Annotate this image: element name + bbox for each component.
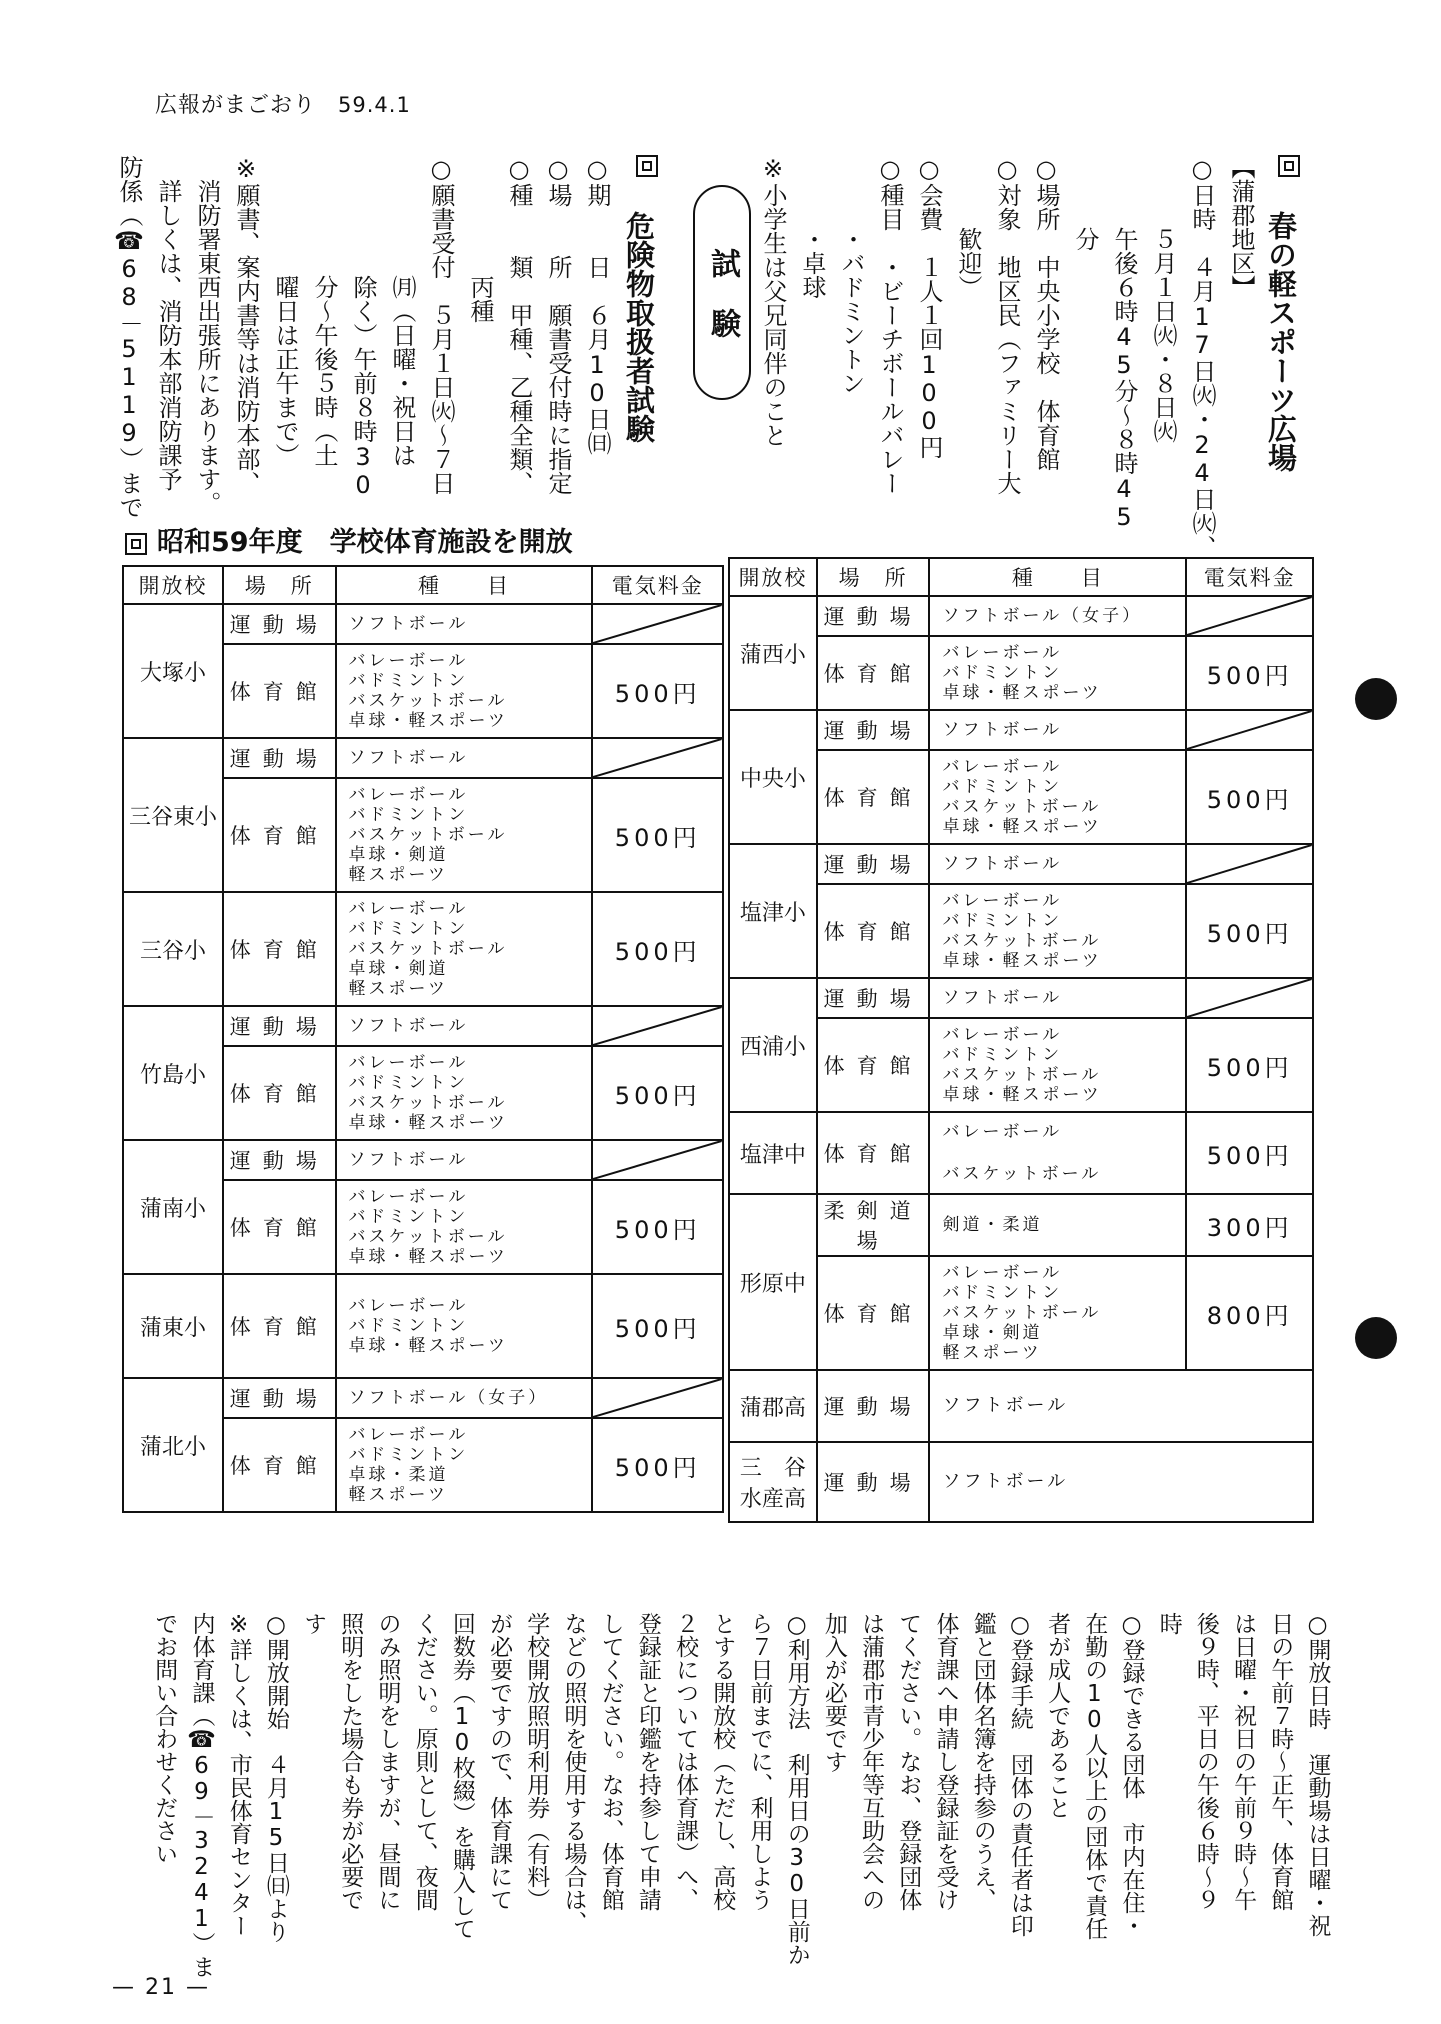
sports-list (929, 1112, 1186, 1194)
text-column: ○場 所 願書受付時に指定 (544, 155, 572, 495)
sports-list (336, 738, 593, 778)
sports-list (929, 596, 1186, 636)
sports-list (336, 644, 593, 738)
text-column: 内体育課（☎69－3241）ま (188, 1612, 215, 1978)
sport-item: バスケットボール (348, 691, 508, 711)
electricity-fee: 800円 (1186, 1256, 1313, 1370)
sports-list (929, 750, 1186, 844)
fee-not-applicable (1186, 844, 1313, 884)
sport-item: バスケットボール (942, 797, 1102, 817)
table-header: 場 所 (223, 566, 336, 604)
sport-item: バレーボール (348, 899, 469, 919)
text-column: のみ照明をしますが、昼間に (374, 1612, 401, 1911)
sport-item: ソフトボール（女子） (348, 1388, 549, 1408)
electricity-fee: 500円 (592, 892, 723, 1006)
text-column: 除く）午前８時30 (349, 155, 377, 499)
sport-item: バドミントン (942, 1045, 1063, 1065)
table-header: 電気料金 (1186, 558, 1313, 596)
text-column: ○利用方法 利用日の30日前か (783, 1612, 810, 1966)
facility-place: 体育館 (817, 1112, 930, 1194)
text-column: ○願書受付 ５月１日㈫～７日 (427, 155, 455, 495)
table-row (729, 1256, 1313, 1370)
sports-list (929, 1018, 1186, 1112)
electricity-fee: 500円 (592, 778, 723, 892)
sport-item: 軽スポーツ (942, 1343, 1042, 1363)
sport-item: ソフトボール (942, 720, 1063, 740)
sport-item: バドミントン (348, 1073, 469, 1093)
sport-item: バレーボール (348, 1053, 469, 1073)
sport-item: バスケットボール (348, 1227, 508, 1247)
sport-item: 卓球・軽スポーツ (348, 1247, 508, 1267)
text-column: ○開放開始 ４月15日㈰より (262, 1612, 289, 1943)
text-column: が必要ですので、体育課にて (486, 1612, 513, 1911)
fee-not-applicable (1186, 596, 1313, 636)
text-column: 体育課へ申請し登録証を受け (932, 1612, 959, 1911)
facility-place: 体育館 (223, 1046, 336, 1140)
sport-item: 剣道・柔道 (942, 1215, 1043, 1235)
sport-item: 卓球・剣道 (348, 845, 449, 865)
sports-list (336, 1274, 593, 1378)
facility-place: 体育館 (223, 892, 336, 1006)
sport-item: バレーボール (942, 1122, 1063, 1142)
text-column: 消防署東西出張所にあります。 (193, 155, 221, 515)
table-row (729, 978, 1313, 1018)
sports-list (336, 1006, 593, 1046)
table-row (729, 1112, 1313, 1194)
table-row (729, 710, 1313, 750)
electricity-fee: 500円 (1186, 636, 1313, 710)
facility-place: 運動場 (223, 1378, 336, 1418)
sport-item: バスケットボール (942, 1303, 1102, 1323)
school-name: 三谷小 (123, 892, 223, 1006)
facility-place: 運動場 (817, 1370, 930, 1442)
facility-table-left (122, 565, 724, 1513)
facility-place: 運動場 (817, 844, 930, 884)
facility-place: 体育館 (223, 1274, 336, 1378)
text-column: 照明をした場合も券が必要で (337, 1612, 364, 1911)
table-row (729, 1370, 1313, 1442)
facility-place: 体育館 (817, 636, 930, 710)
sports-list (336, 892, 593, 1006)
sports-list (336, 778, 593, 892)
text-column: 詳しくは、消防本部消防課予 (154, 155, 182, 491)
school-name: 蒲南小 (123, 1140, 223, 1274)
sports-list (336, 604, 593, 644)
sport-item: 卓球・軽スポーツ (942, 683, 1102, 703)
sport-item: バスケットボール (942, 931, 1102, 951)
sport-item: バスケットボール (942, 1164, 1102, 1184)
sport-item: バドミントン (942, 1283, 1063, 1303)
text-column: 回数券（10枚綴）を購入して (448, 1612, 475, 1940)
sports-list (929, 636, 1186, 710)
sport-item: バドミントン (942, 911, 1063, 931)
text-column: 午後６時45分～８時45 (1110, 155, 1138, 531)
sports-list (929, 844, 1186, 884)
text-column: ・卓球 (798, 155, 826, 299)
electricity-fee: 500円 (592, 1180, 723, 1274)
text-column: ○登録できる団体 市内在住・ (1118, 1612, 1145, 1937)
electricity-fee: 500円 (592, 1046, 723, 1140)
facility-place: 体育館 (223, 644, 336, 738)
electricity-fee: 500円 (592, 644, 723, 738)
electricity-fee: 500円 (592, 1274, 723, 1378)
sport-item: ソフトボール（女子） (942, 606, 1143, 626)
sport-item: バスケットボール (348, 1093, 508, 1113)
sports-list (929, 884, 1186, 978)
text-column: 学校開放照明利用券（有料） (523, 1612, 550, 1911)
sports-list (929, 1256, 1186, 1370)
text-column: ※願書、案内書等は消防本部、 (232, 155, 260, 495)
electricity-fee: 500円 (1186, 1112, 1313, 1194)
sport-item: ソフトボール (942, 854, 1063, 874)
text-column: 時 (1155, 1612, 1182, 1635)
text-column: などの照明を使用する場合は、 (560, 1612, 587, 1934)
sport-item: 卓球・剣道 (942, 1323, 1043, 1343)
exam-category-label: 試 験 (693, 185, 751, 400)
text-column: とする開放校（ただし、高校 (709, 1612, 736, 1911)
sport-item: 軽スポーツ (348, 865, 448, 885)
text-column: ㈪（日曜・祝日は (388, 155, 416, 467)
text-column: でお問い合わせください (151, 1612, 178, 1865)
sport-item: ソフトボール (942, 1395, 1069, 1416)
sports-list (336, 1140, 593, 1180)
text-column: ○種 類 甲種、乙種全類、 (505, 155, 533, 495)
text-column: 登録証と印鑑を持参して申請 (634, 1612, 661, 1911)
text-column: 曜日は正午まで） (271, 155, 299, 467)
sport-item: 卓球・軽スポーツ (942, 951, 1102, 971)
sport-item: 卓球・軽スポーツ (348, 1336, 508, 1356)
fee-not-applicable (592, 1378, 723, 1418)
sport-item: バドミントン (942, 777, 1063, 797)
box-mark-icon (125, 533, 147, 555)
text-column: ○対象 地区民（ファミリー大 (993, 155, 1021, 495)
fee-not-applicable (1186, 978, 1313, 1018)
sport-item: 卓球・柔道 (348, 1465, 449, 1485)
text-column: ください。原則として、夜間 (411, 1612, 438, 1911)
table-header: 種 目 (336, 566, 593, 604)
sport-item: ソフトボール (348, 748, 469, 768)
electricity-fee: 500円 (1186, 884, 1313, 978)
sport-item: 軽スポーツ (348, 1485, 448, 1505)
facility-place: 運動場 (817, 978, 930, 1018)
sport-item: 卓球・剣道 (348, 959, 449, 979)
sports-list (336, 1418, 593, 1512)
school-name: 塩津小 (729, 844, 817, 978)
sport-item: バスケットボール (348, 939, 508, 959)
sport-item: ソフトボール (942, 1471, 1069, 1492)
table-row (123, 892, 723, 1006)
sports-list (929, 1370, 1313, 1442)
table-header: 電気料金 (592, 566, 723, 604)
table-row (123, 604, 723, 644)
section-title: 昭和59年度 学校体育施設を開放 (125, 520, 573, 559)
text-column: ○開放日時 運動場は日曜・祝 (1304, 1612, 1331, 1937)
text-column: ○場所 中央小学校 体育館 (1032, 155, 1060, 471)
fee-not-applicable (592, 1140, 723, 1180)
text-column: 在勤の10人以上の団体で責任 (1081, 1612, 1108, 1940)
sport-item: バドミントン (348, 671, 469, 691)
fee-not-applicable (592, 738, 723, 778)
sports-article-title: 春の軽スポーツ広場 (1262, 155, 1300, 472)
table-row (729, 1018, 1313, 1112)
sport-item: バレーボール (942, 1263, 1063, 1283)
table-row (729, 884, 1313, 978)
sport-item: ソフトボール (348, 1016, 469, 1036)
text-column: 歓迎） (954, 155, 982, 299)
facility-place: 運動場 (817, 710, 930, 750)
facility-place: 運動場 (817, 596, 930, 636)
text-column: 者が成人であること (1044, 1612, 1071, 1819)
issue-date: 59.4.1 (338, 93, 411, 117)
sport-item: 卓球・軽スポーツ (348, 1113, 508, 1133)
school-name: 竹島小 (123, 1006, 223, 1140)
electricity-fee: 500円 (1186, 750, 1313, 844)
sport-item: バレーボール (348, 651, 469, 671)
school-name: 形原中 (729, 1194, 817, 1370)
electricity-fee: 500円 (1186, 1018, 1313, 1112)
text-column: は蒲郡市青少年等互助会への (858, 1612, 885, 1911)
text-column: 【蒲郡地区】 (1227, 155, 1255, 299)
facility-place: 体育館 (223, 1418, 336, 1512)
text-column: 丙種 (466, 155, 494, 323)
text-column: ２校については体育課）へ、 (672, 1612, 699, 1911)
fee-not-applicable (592, 604, 723, 644)
sport-item: ソフトボール (348, 1150, 469, 1170)
sport-item: 卓球・軽スポーツ (348, 711, 508, 731)
text-column: ※詳しくは、市民体育センター (225, 1612, 252, 1937)
text-column: ら７日前までに、利用しよう (746, 1612, 773, 1911)
text-column: 防係（☎68－5119）まで (115, 155, 143, 519)
facility-place: 体育館 (817, 884, 930, 978)
school-name: 西浦小 (729, 978, 817, 1112)
text-column: 分 (1071, 155, 1099, 251)
fee-not-applicable (1186, 710, 1313, 750)
table-header: 場 所 (817, 558, 930, 596)
sport-item: バレーボール (348, 1296, 469, 1316)
sports-list (336, 1180, 593, 1274)
text-column: 加入が必要です (820, 1612, 847, 1773)
text-column: ・バドミントン (837, 155, 865, 395)
school-name: 蒲東小 (123, 1274, 223, 1378)
facility-place: 運動場 (223, 1006, 336, 1046)
sports-list (929, 978, 1186, 1018)
sport-item: 卓球・軽スポーツ (942, 1085, 1102, 1105)
text-column: てください。なお、登録団体 (895, 1612, 922, 1911)
school-name: 蒲西小 (729, 596, 817, 710)
text-column: 日の午前７時～正午、体育館 (1267, 1612, 1294, 1911)
text-column: ○種目 ・ビーチボールバレー (876, 155, 904, 495)
sport-item: ソフトボール (348, 614, 469, 634)
box-mark-icon (636, 155, 658, 177)
sport-item: 卓球・軽スポーツ (942, 817, 1102, 837)
sport-item: ソフトボール (942, 988, 1063, 1008)
facility-place: 体育館 (817, 1018, 930, 1112)
electricity-fee: 300円 (1186, 1194, 1313, 1256)
sport-item: バレーボール (942, 1025, 1063, 1045)
sport-item: 軽スポーツ (348, 979, 448, 999)
exam-article-title: 危険物取扱者試験 (620, 155, 658, 443)
school-name: 三谷東小 (123, 738, 223, 892)
table-row (729, 750, 1313, 844)
sport-item: バレーボール (942, 643, 1063, 663)
fee-not-applicable (592, 1006, 723, 1046)
table-row (729, 1442, 1313, 1522)
binder-hole (1355, 1317, 1397, 1359)
facility-place: 体育館 (223, 778, 336, 892)
sports-list (336, 1046, 593, 1140)
sports-list (336, 1378, 593, 1418)
sport-item: バレーボール (942, 891, 1063, 911)
sports-list (929, 710, 1186, 750)
binder-hole (1355, 678, 1397, 720)
table-row (123, 1274, 723, 1378)
table-header: 開放校 (729, 558, 817, 596)
page-number: — 21 — (112, 1975, 210, 2000)
sport-item (942, 1143, 1185, 1163)
facility-place: 運動場 (817, 1442, 930, 1522)
text-column: は日曜・祝日の午前９時～午 (1230, 1612, 1257, 1911)
text-column: 鑑と団体名簿を持参のうえ、 (969, 1612, 996, 1911)
sport-item: バレーボール (348, 1187, 469, 1207)
facility-place: 運動場 (223, 604, 336, 644)
school-name: 大塚小 (123, 604, 223, 738)
table-row (123, 738, 723, 778)
table-row (123, 1140, 723, 1180)
sports-list (929, 1442, 1313, 1522)
sport-item: バドミントン (348, 805, 469, 825)
sport-item: バレーボール (348, 1425, 469, 1445)
facility-table-right (728, 557, 1314, 1523)
text-column: してください。なお、体育館 (597, 1612, 624, 1911)
sport-item: バレーボール (348, 785, 469, 805)
sport-item: バドミントン (348, 1207, 469, 1227)
text-column: ○期 日 ６月10日㈰ (583, 155, 611, 455)
electricity-fee: 500円 (592, 1418, 723, 1512)
facility-place: 運動場 (223, 1140, 336, 1180)
text-column: ○登録手続 団体の責任者は印 (1006, 1612, 1033, 1937)
text-column: ５月１日㈫・８日㈫ (1149, 155, 1177, 443)
table-row (729, 1194, 1313, 1256)
school-name: 三 谷 水産高 (729, 1442, 817, 1522)
school-name: 蒲北小 (123, 1378, 223, 1512)
text-column: ○日時 ４月17日㈫・24日㈫、 (1188, 155, 1216, 559)
school-name: 塩津中 (729, 1112, 817, 1194)
sport-item: バスケットボール (942, 1065, 1102, 1085)
sport-item: バドミントン (348, 1316, 469, 1336)
table-row (123, 1378, 723, 1418)
sport-item: バスケットボール (348, 825, 508, 845)
table-row (729, 636, 1313, 710)
school-name: 蒲郡高 (729, 1370, 817, 1442)
text-column: ※小学生は父兄同伴のこと (759, 155, 787, 447)
table-header: 種 目 (929, 558, 1186, 596)
table-row (729, 596, 1313, 636)
newsletter-header (155, 88, 411, 119)
table-header: 開放校 (123, 566, 223, 604)
newsletter-title: 広報がまごおり (155, 93, 317, 118)
box-mark-icon (1278, 155, 1300, 177)
text-column: す (300, 1612, 327, 1635)
sports-list (929, 1194, 1186, 1256)
sport-item: バレーボール (942, 757, 1063, 777)
facility-place: 体育館 (817, 750, 930, 844)
facility-place: 柔剣道場 (817, 1194, 930, 1256)
text-column: 分～午後５時（土 (310, 155, 338, 467)
facility-place: 体育館 (223, 1180, 336, 1274)
sport-item: バドミントン (942, 663, 1063, 683)
text-column: ○会費 １人１回100円 (915, 155, 943, 459)
sport-item: バドミントン (348, 919, 469, 939)
sport-item: バドミントン (348, 1445, 469, 1465)
facility-place: 体育館 (817, 1256, 930, 1370)
table-row (123, 1006, 723, 1046)
facility-place: 運動場 (223, 738, 336, 778)
school-name: 中央小 (729, 710, 817, 844)
table-row (729, 844, 1313, 884)
text-column: 後９時、平日の午後６時～９ (1192, 1612, 1219, 1911)
